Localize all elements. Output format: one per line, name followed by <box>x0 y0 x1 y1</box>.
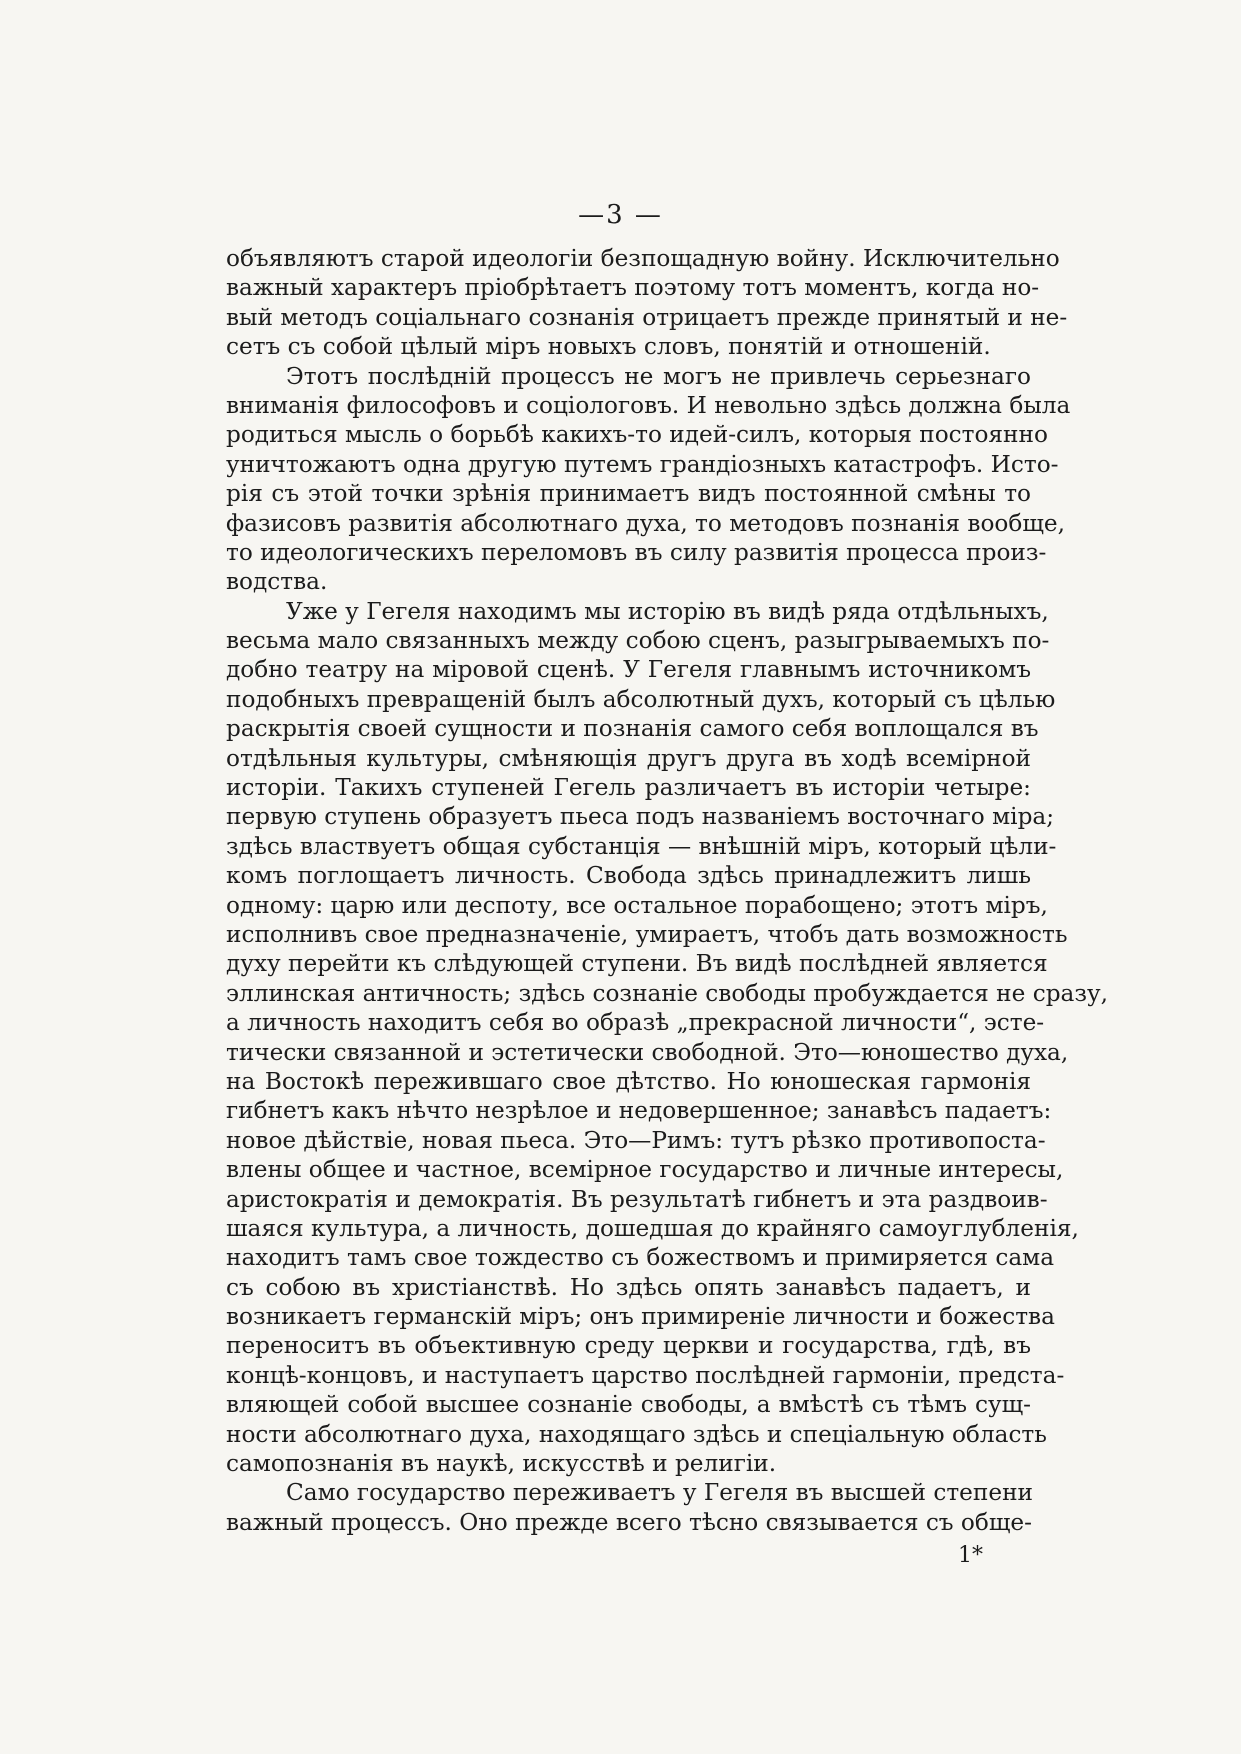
text-line: добно театру на міровой сценѣ. У Гегеля главнымъ источникомъ <box>226 656 1031 684</box>
paragraph <box>226 1478 1031 1537</box>
text-line: концѣ-концовъ, и наступаетъ царство послѣдней гармоніи, предста- <box>226 1361 1065 1389</box>
text-line: здѣсь властвуетъ общая субстанція — внѣшній міръ, который цѣли- <box>226 832 1057 860</box>
text-line: на Востокѣ пережившаго свое дѣтство. Но юношеская гармонія <box>226 1067 1031 1095</box>
text-line: самопознанія въ наукѣ, искусствѣ и религіи. <box>226 1450 777 1478</box>
signature-mark: 1* <box>958 1543 983 1568</box>
text-line: новое дѣйствіе, новая пьеса. Это—Римъ: тутъ рѣзко противопоста- <box>226 1126 1046 1154</box>
paragraph <box>226 597 1109 1479</box>
text-line: Само государство переживаетъ у Гегеля въ высшей степени <box>286 1479 1033 1507</box>
text-line: ности абсолютнаго духа, находящаго здѣсь и спеціальную область <box>226 1420 1047 1448</box>
text-line: раскрытія своей сущности и познанія самого себя воплощался въ <box>226 715 1039 743</box>
text-line: вляющей собой высшее сознаніе свободы, а вмѣстѣ съ тѣмъ сущ- <box>226 1391 1031 1419</box>
text-line: первую ступень образуетъ пьеса подъ названіемъ восточнаго міра; <box>226 803 1055 831</box>
text-line: аристократія и демократія. Въ результатѣ гибнетъ и эта раздвоив- <box>226 1185 1048 1213</box>
text-line: важный процессъ. Оно прежде всего тѣсно связывается съ обще- <box>226 1508 1032 1536</box>
text-line: вниманія философовъ и соціологовъ. И невольно здѣсь должна была <box>226 391 1071 419</box>
paragraph <box>226 244 1068 362</box>
text-line: вый методъ соціальнаго сознанія отрицаетъ прежде принятый и не- <box>226 303 1068 331</box>
text-line: водства. <box>226 568 328 596</box>
text-line: сетъ съ собой цѣлый міръ новыхъ словъ, понятій и отношеній. <box>226 333 991 361</box>
text-line: а личность находитъ себя во образѣ „прекрасной личности“, эсте- <box>226 1009 1045 1037</box>
text-line: съ собою въ христіанствѣ. Но здѣсь опять занавѣсъ падаетъ, и <box>226 1273 1031 1301</box>
text-line: духу перейти къ слѣдующей ступени. Въ видѣ послѣдней является <box>226 950 1048 978</box>
text-line: то идеологическихъ переломовъ въ силу развитія процесса произ- <box>226 538 1047 566</box>
text-line: Уже у Гегеля находимъ мы исторію въ видѣ ряда отдѣльныхъ, <box>286 597 1049 625</box>
text-line: комъ поглощаетъ личность. Свобода здѣсь принадлежитъ лишь <box>226 862 1031 890</box>
text-line: объявляютъ старой идеологіи безпощадную войну. Исключительно <box>226 245 1060 272</box>
text-line: исторіи. Такихъ ступеней Гегель различаетъ въ исторіи четыре: <box>226 774 1031 802</box>
text-line: важный характеръ пріобрѣтаетъ поэтому тотъ моментъ, когда но- <box>226 274 1040 302</box>
text-line: отдѣльныя культуры, смѣняющія другъ друга въ ходѣ всемірной <box>226 744 1031 772</box>
paragraph <box>226 362 1071 597</box>
text-line: подобныхъ превращеній былъ абсолютный духъ, который съ цѣлью <box>226 685 1056 713</box>
text-line: тически связанной и эстетически свободной. Это—юношество духа, <box>226 1038 1069 1066</box>
text-line: возникаетъ германскій міръ; онъ примиреніе личности и божества <box>226 1303 1055 1331</box>
text-line: одному: царю или деспоту, все остальное порабощено; этотъ міръ, <box>226 891 1048 919</box>
body-text <box>226 244 1109 1537</box>
text-line: весьма мало связанныхъ между собою сценъ, разыгрываемыхъ по- <box>226 627 1050 655</box>
text-line: находитъ тамъ свое тождество съ божествомъ и примиряется сама <box>226 1244 1055 1272</box>
page-number: —3 — <box>578 200 663 230</box>
text-line: рія съ этой точки зрѣнія принимаетъ видъ постоянной смѣны то <box>226 480 1031 508</box>
text-line: уничтожаютъ одна другую путемъ грандіозныхъ катастрофъ. Исто- <box>226 450 1059 478</box>
text-line: Этотъ послѣдній процессъ не могъ не привлечь серьезнаго <box>286 362 1031 390</box>
text-line: исполнивъ свое предназначеніе, умираетъ, чтобъ дать возможность <box>226 920 1068 948</box>
text-line: фазисовъ развитія абсолютнаго духа, то методовъ познанія вообще, <box>226 509 1065 537</box>
text-line: эллинская античность; здѣсь сознаніе свободы пробуждается не сразу, <box>226 979 1109 1007</box>
text-line: родиться мысль о борьбѣ какихъ-то идей-силъ, которыя постоянно <box>226 421 1048 449</box>
text-line: переноситъ въ объективную среду церкви и государства, гдѣ, въ <box>226 1332 1031 1360</box>
text-line: шаяся культура, а личность, дошедшая до крайняго самоуглубленія, <box>226 1214 1079 1242</box>
text-line: влены общее и частное, всемірное государство и личные интересы, <box>226 1156 1064 1184</box>
text-line: гибнетъ какъ нѣчто незрѣлое и недовершенное; занавѣсъ падаетъ: <box>226 1097 1052 1125</box>
